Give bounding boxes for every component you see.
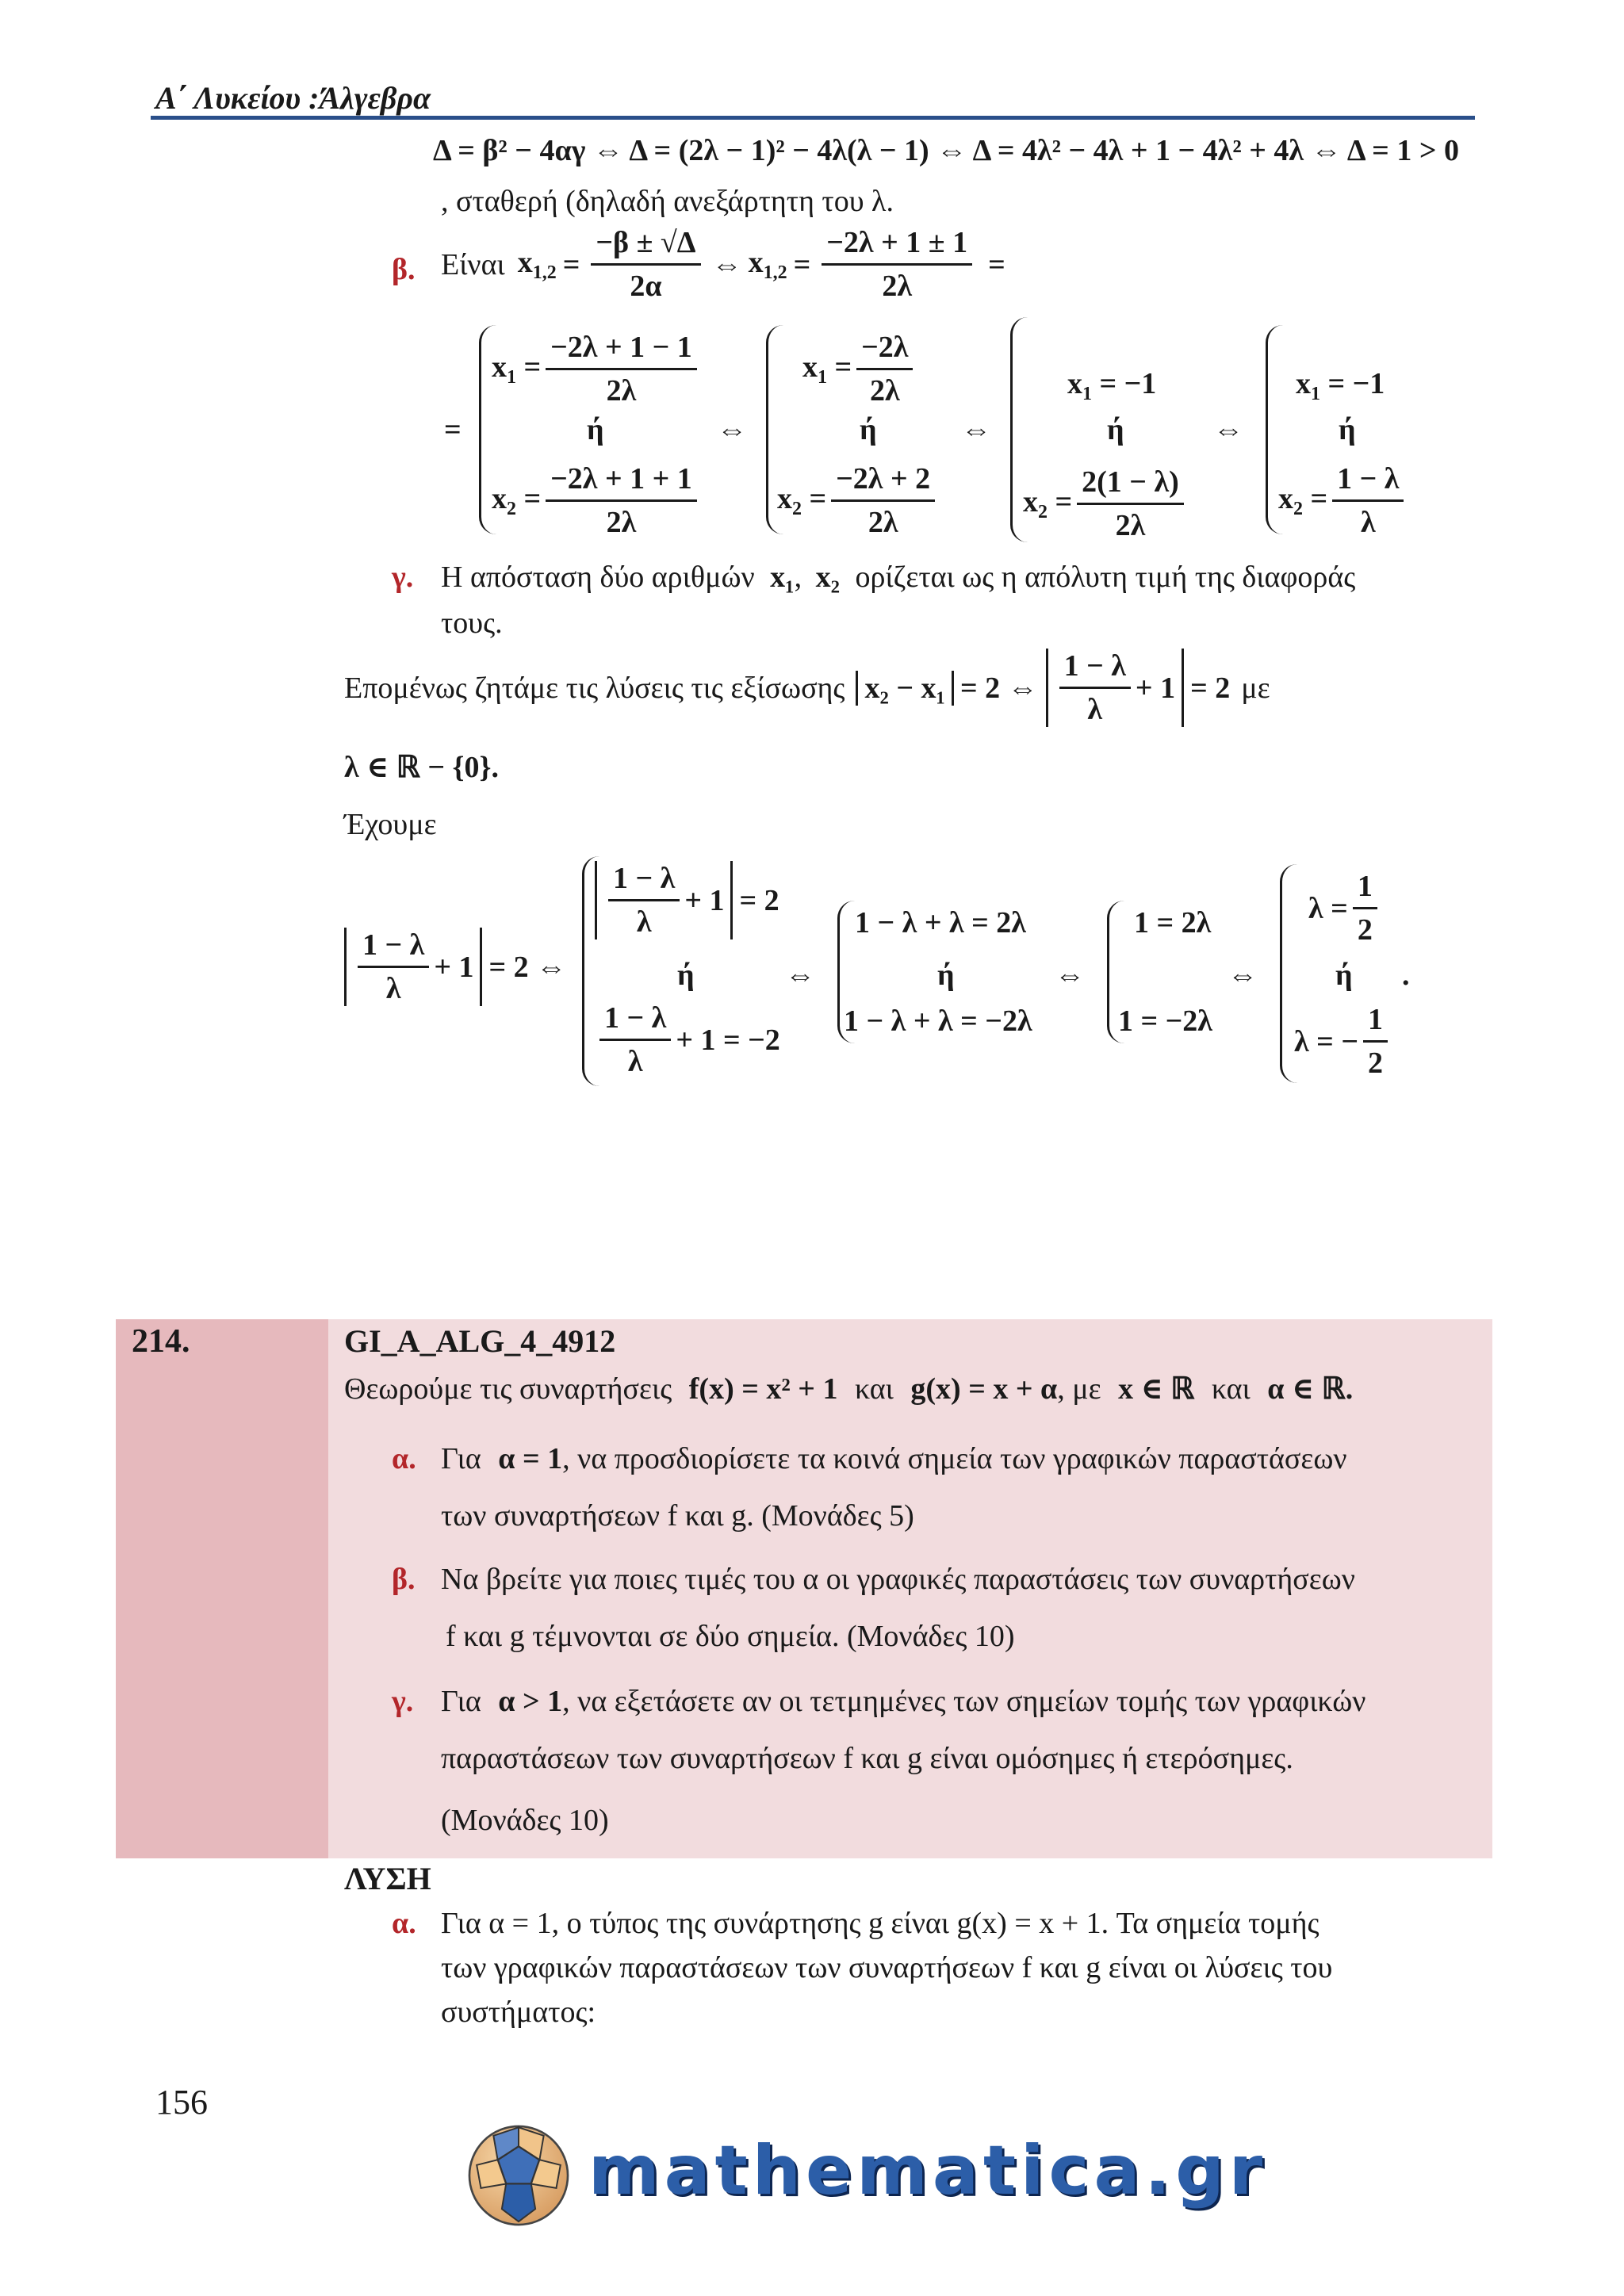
question-a: Για α = 1, να προσδιορίσετε τα κοινά σημεία των γραφικών παραστάσεων [441,1442,1347,1475]
question-b-label: β. [392,1563,416,1596]
question-c-cont: παραστάσεων των συναρτήσεων f και g είναι ομόσημες ή ετερόσημες. [441,1742,1293,1775]
final-case1-or: ή [677,959,695,992]
sys2-x1: $x_1$ = $\frac{-2\lambda}{2\lambda}$ [802,330,917,408]
domain-statement: λ ∈ ℝ − {0}. [344,751,499,784]
constant-note: , σταθερή (δηλαδή ανεξάρτητη του λ. [441,185,894,218]
header-rule [151,116,1475,120]
distance-definition-cont: τους. [441,607,503,640]
question-a-label: α. [392,1442,416,1475]
final-case2-or: ή [937,959,955,992]
problem-code: GI_A_ALG_4_4912 [344,1323,616,1359]
roots-var: $x_{1,2}$ [517,246,557,283]
sys1-or: ή [587,413,604,446]
page-number: 156 [155,2083,208,2122]
question-c: Για α > 1, να εξετάσετε αν οι τετμημένες των σημείων τομής των γραφικών [441,1685,1366,1718]
question-b-cont: f και g τέμνονται σε δύο σημεία. (Μονάδες 10) [446,1620,1015,1653]
problem-number-panel [116,1319,328,1858]
sys4-x2: $x_2$ = $\frac{1 - \lambda}{\lambda}$ [1278,461,1408,540]
solution-a-line2: των γραφικών παραστάσεων των συναρτήσεων f και g είναι οι λύσεις του [441,1951,1333,1984]
discriminant-line: Δ = β² − 4αγ ⇔ Δ = (2λ − 1)² − 4λ(λ − 1) ⇔ Δ = 4λ² − 4λ + 1 − 4λ² + 4λ ⇔ Δ = 1 > 0 [433,134,1459,167]
final-case2-top: 1 − λ + λ = 2λ [855,906,1026,939]
question-c-points: (Μονάδες 10) [441,1804,609,1837]
final-case4-top: λ = $\frac{1}{2}$ [1308,869,1382,947]
sys2-or: ή [860,413,877,446]
final-case3-bot: 1 = −2λ [1118,1004,1212,1038]
part-b-label: β. [392,253,416,286]
sys3-x1: $x_1 = -1$ [1067,367,1157,404]
solution-a-line1: Για α = 1, ο τύπος της συνάρτησης g είναι g(x) = x + 1. Τα σημεία τομής [441,1907,1320,1940]
question-a-cont: των συναρτήσεων f και g. (Μονάδες 5) [441,1499,914,1533]
final-lhs: $\frac{1 - \lambda}{\lambda}$ + 1 = 2 ⇔ [344,928,566,1006]
final-case1-bot: $\frac{1 - \lambda}{\lambda}$ + 1 = −2 [595,1001,780,1079]
logo-icon [466,2123,571,2228]
final-case4-bot: λ = − $\frac{1}{2}$ [1294,1002,1392,1081]
roots-substituted-fraction: $\frac{-2\lambda + 1 \pm 1}{2\lambda}$ [822,225,972,304]
sys3-x2: $x_2$ = $\frac{2(1 - \lambda)}{2\lambda}$ [1023,465,1189,543]
quadratic-formula-fraction: $\frac{-\beta \pm √\Delta}{2\alpha}$ [591,225,700,304]
sys3-or: ή [1107,413,1124,446]
sys2-x2: $x_2$ = $\frac{-2\lambda + 2}{2\lambda}$ [777,461,940,540]
question-b: Να βρείτε για ποιες τιμές του α οι γραφικές παραστάσεις των συναρτήσεων [441,1563,1355,1596]
final-case1-top: $\frac{1 - \lambda}{\lambda}$ + 1 = 2 [595,861,779,939]
sys4-or: ή [1339,413,1356,446]
solution-a-label: α. [392,1907,416,1940]
running-header: Α΄ Λυκείου :Άλγεβρα [155,80,431,116]
roots-intro: Είναι [441,247,505,281]
question-c-label: γ. [392,1685,414,1718]
roots-formula: Είναι $x_{1,2}$ = $\frac{-\beta \pm √\Delta}{2\alpha}$ ⇔ $x_{1,2}$ = $\frac{-2\lambda + 1 \pm 1}{2\lambda}$ = [441,226,1005,303]
problem-intro: Θεωρούμε τις συναρτήσεις f(x) = x² + 1 και g(x) = x + α, με x ∈ ℝ και α ∈ ℝ. [344,1372,1354,1406]
problem-number: 214. [132,1323,190,1360]
we-have-text: Έχουμε [344,808,437,841]
part-c-label: γ. [392,561,414,594]
sys1-x1: $x_1$ = $\frac{-2\lambda + 1 - 1}{2\lambda}$ [492,330,702,408]
absolute-equation-line: Επομένως ζητάμε τις λύσεις τις εξίσωσης x₂ − x₁ = 2 ⇔ $\frac{1 - \lambda}{\lambda}$ + 1 = 2 με [344,649,1270,726]
sys4-x1: $x_1 = -1$ [1296,367,1385,404]
distance-definition: Η απόσταση δύο αριθμών x₁, x₂ ορίζεται ως η απόλυτη τιμή της διαφοράς [441,561,1356,594]
final-case4-or: ή [1335,959,1353,992]
final-case2-bot: 1 − λ + λ = −2λ [844,1004,1032,1038]
solution-heading: ΛΥΣΗ [344,1861,431,1896]
solution-a-line3: συστήματος: [441,1996,596,2029]
sys1-x2: $x_2$ = $\frac{-2\lambda + 1 + 1}{2\lambda}$ [492,461,702,540]
logo-wordmark: mathematica.gr [588,2131,1268,2210]
final-case3-top: 1 = 2λ [1134,906,1212,939]
